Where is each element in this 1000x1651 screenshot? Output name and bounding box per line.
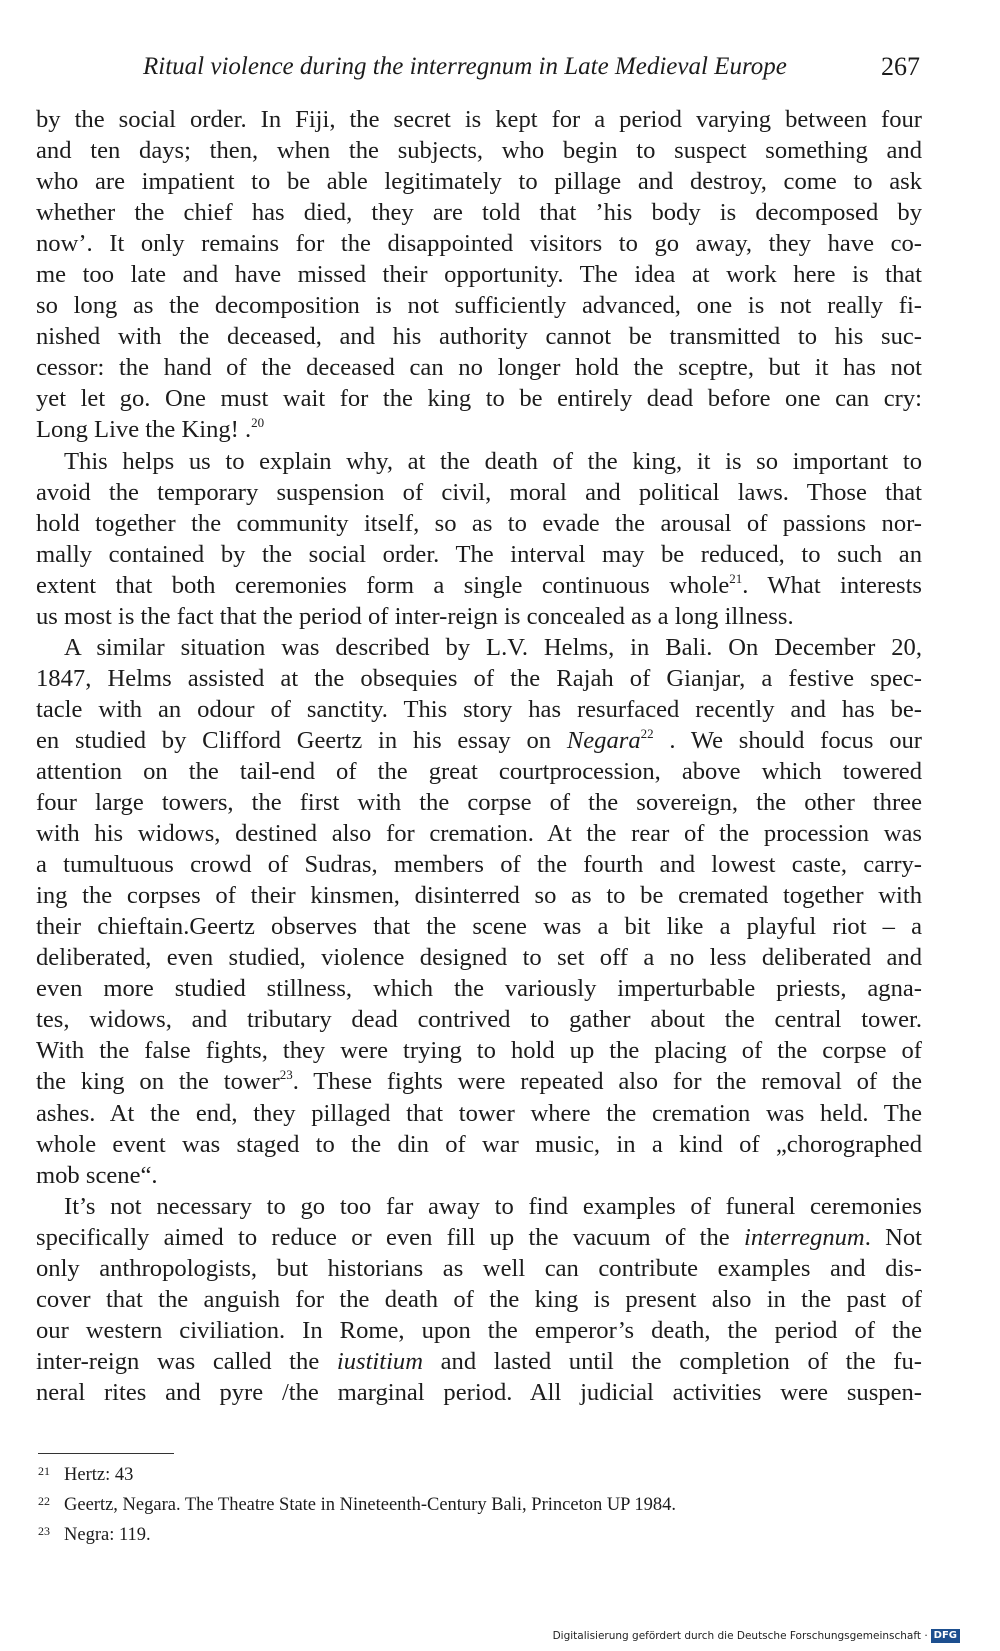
text-run: their chieftain.Geertz observes that the scene was a bit like a playful riot – a xyxy=(36,913,922,941)
text-line xyxy=(36,1004,922,1035)
text-line xyxy=(36,446,922,477)
text-run: whether the chief has died, they are told that ’his body is decomposed by xyxy=(36,199,922,227)
footnotes xyxy=(38,1458,918,1548)
footnote-ref: 21 xyxy=(729,570,743,586)
text-run: cover that the anguish for the death of the king is present also in the past of xyxy=(36,1285,922,1313)
text-run: 1847, Helms assisted at the obsequies of the Rajah of Gianjar, a festive spec- xyxy=(36,664,922,692)
digitization-credit xyxy=(553,1628,960,1644)
text-run: four large towers, the first with the corpse of the sovereign, the other three xyxy=(36,789,922,817)
text-run: and lasted until the completion of the fu- xyxy=(422,1347,922,1375)
text-line xyxy=(36,508,922,539)
italic-text: Negara xyxy=(566,726,641,754)
text-line xyxy=(36,197,922,228)
text-run: attention on the tail-end of the great courtprocession, above which towered xyxy=(36,757,922,785)
text-line xyxy=(36,104,922,135)
footnote xyxy=(38,1458,918,1488)
text-line xyxy=(36,756,922,787)
text-line xyxy=(36,1191,922,1222)
footnote xyxy=(38,1488,918,1518)
text-run: nished with the deceased, and his authority cannot be transmitted to his suc- xyxy=(36,323,922,351)
text-line xyxy=(36,694,922,725)
text-line xyxy=(36,973,922,1004)
text-run: ashes. At the end, they pillaged that tower where the cremation was held. The xyxy=(36,1099,922,1127)
text-run: This helps us to explain why, at the death of the king, it is so important to xyxy=(64,447,922,475)
text-line xyxy=(36,1253,922,1284)
text-run: with his widows, destined also for cremation. At the rear of the procession was xyxy=(36,820,922,848)
text-run: extent that both ceremonies form a single continuous whole xyxy=(36,571,730,599)
footnote-ref: 20 xyxy=(251,415,265,431)
running-head xyxy=(36,50,920,84)
text-line xyxy=(36,1098,922,1129)
footnote xyxy=(38,1518,918,1548)
text-line xyxy=(36,911,922,942)
dfg-logo: DFG xyxy=(931,1629,960,1643)
italic-text: interregnum xyxy=(744,1223,865,1251)
text-run: me too late and have missed their opportunity. The idea at work here is that xyxy=(36,261,922,289)
text-line xyxy=(36,1160,922,1191)
text-line xyxy=(36,539,922,570)
text-run: a tumultuous crowd of Sudras, members of the fourth and lowest caste, carry- xyxy=(36,851,922,879)
footnote-number: 21 xyxy=(38,1464,50,1478)
text-run: now’. It only remains for the disappointed visitors to go away, they have co- xyxy=(36,230,922,258)
footnote-text: Geertz, Negara. The Theatre State in Nineteenth-Century Bali, Princeton UP 1984. xyxy=(64,1495,677,1515)
text-run: who are impatient to be able legitimately to pillage and destroy, come to ask xyxy=(36,168,922,196)
text-line xyxy=(36,321,922,352)
text-run: Long Live the King! . xyxy=(36,416,252,444)
text-line xyxy=(36,166,922,197)
text-run: tes, widows, and tributary dead contrived to gather about the central tower. xyxy=(36,1006,922,1034)
text-run: by the social order. In Fiji, the secret is kept for a period varying between four xyxy=(36,106,922,133)
text-line xyxy=(36,135,922,166)
text-run: only anthropologists, but historians as well can contribute examples and dis- xyxy=(36,1254,922,1282)
credit-text: Digitalisierung gefördert durch die Deutsche Forschungsgemeinschaft · xyxy=(552,1630,928,1642)
text-run: mally contained by the social order. The interval may be reduced, to such an xyxy=(36,540,922,568)
text-line xyxy=(36,477,922,508)
text-run: tacle with an odour of sanctity. This story has resurfaced recently and has be- xyxy=(36,695,922,723)
text-line xyxy=(36,570,922,601)
text-line xyxy=(36,1377,922,1408)
text-line xyxy=(36,601,922,632)
text-run: the king on the tower xyxy=(36,1068,280,1096)
text-run: deliberated, even studied, violence designed to set off a no less deliberated and xyxy=(36,944,922,972)
footnote-text: Negra: 119. xyxy=(64,1525,151,1545)
text-line xyxy=(36,1035,922,1066)
running-head-title: Ritual violence during the interregnum in Late Medieval Europe xyxy=(143,53,787,80)
text-line xyxy=(36,632,922,663)
text-line xyxy=(36,1315,922,1346)
text-run: even more studied stillness, which the variously imperturbable priests, agna- xyxy=(36,975,922,1003)
text-run: neral rites and pyre /the marginal period. All judicial activities were suspen- xyxy=(36,1378,922,1406)
text-line xyxy=(36,1129,922,1160)
page-number: 267 xyxy=(881,52,920,81)
footnote-divider xyxy=(38,1453,174,1454)
text-line xyxy=(36,414,922,445)
text-run: ing the corpses of their kinsmen, disinterred so as to be cremated together with xyxy=(36,882,922,910)
text-line xyxy=(36,352,922,383)
text-line xyxy=(36,849,922,880)
text-line xyxy=(36,1066,922,1097)
text-line xyxy=(36,1346,922,1377)
text-line xyxy=(36,787,922,818)
text-run: en studied by Clifford Geertz in his essay on xyxy=(36,726,567,754)
footnote-ref: 23 xyxy=(279,1067,293,1083)
text-line xyxy=(36,1222,922,1253)
body-text xyxy=(36,104,922,1408)
text-run: us most is the fact that the period of inter-reign is concealed as a long illness. xyxy=(36,602,794,630)
text-line xyxy=(36,290,922,321)
text-line xyxy=(36,663,922,694)
text-run: A similar situation was described by L.V. Helms, in Bali. On December 20, xyxy=(64,633,922,661)
text-line xyxy=(36,725,922,756)
text-run: our western civiliation. In Rome, upon the emperor’s death, the period of the xyxy=(36,1316,922,1344)
text-run: . What interests xyxy=(742,571,922,599)
text-run: . We should focus our xyxy=(653,726,922,754)
text-run: avoid the temporary suspension of civil, moral and political laws. Those that xyxy=(36,478,922,506)
text-line xyxy=(36,818,922,849)
footnote-number: 22 xyxy=(38,1494,50,1508)
text-run: whole event was staged to the din of war music, in a kind of „chorographed xyxy=(36,1130,922,1158)
text-run: . Not xyxy=(864,1223,922,1251)
text-run: inter-reign was called the xyxy=(36,1347,337,1375)
text-run: cessor: the hand of the deceased can no longer hold the sceptre, but it has not xyxy=(36,354,922,382)
footnote-text: Hertz: 43 xyxy=(64,1465,134,1485)
text-run: specifically aimed to reduce or even fill up the vacuum of the xyxy=(36,1223,744,1251)
footnote-ref: 22 xyxy=(640,725,654,741)
italic-text: iustitium xyxy=(336,1347,423,1375)
text-line xyxy=(36,1284,922,1315)
text-run: so long as the decomposition is not sufficiently advanced, one is not really fi- xyxy=(36,292,922,320)
text-run: With the false fights, they were trying to hold up the placing of the corpse of xyxy=(36,1037,922,1065)
text-run: It’s not necessary to go too far away to find examples of funeral ceremonies xyxy=(64,1192,922,1220)
text-line xyxy=(36,259,922,290)
text-run: mob scene“. xyxy=(36,1161,158,1189)
text-line xyxy=(36,942,922,973)
text-run: yet let go. One must wait for the king to be entirely dead before one can cry: xyxy=(36,385,922,413)
text-line xyxy=(36,228,922,259)
text-run: . These fights were repeated also for the removal of the xyxy=(292,1068,922,1096)
footnote-number: 23 xyxy=(38,1524,50,1538)
text-run: and ten days; then, when the subjects, who begin to suspect something and xyxy=(36,137,922,165)
text-run: hold together the community itself, so as to evade the arousal of passions nor- xyxy=(36,509,922,537)
text-line xyxy=(36,383,922,414)
text-line xyxy=(36,880,922,911)
